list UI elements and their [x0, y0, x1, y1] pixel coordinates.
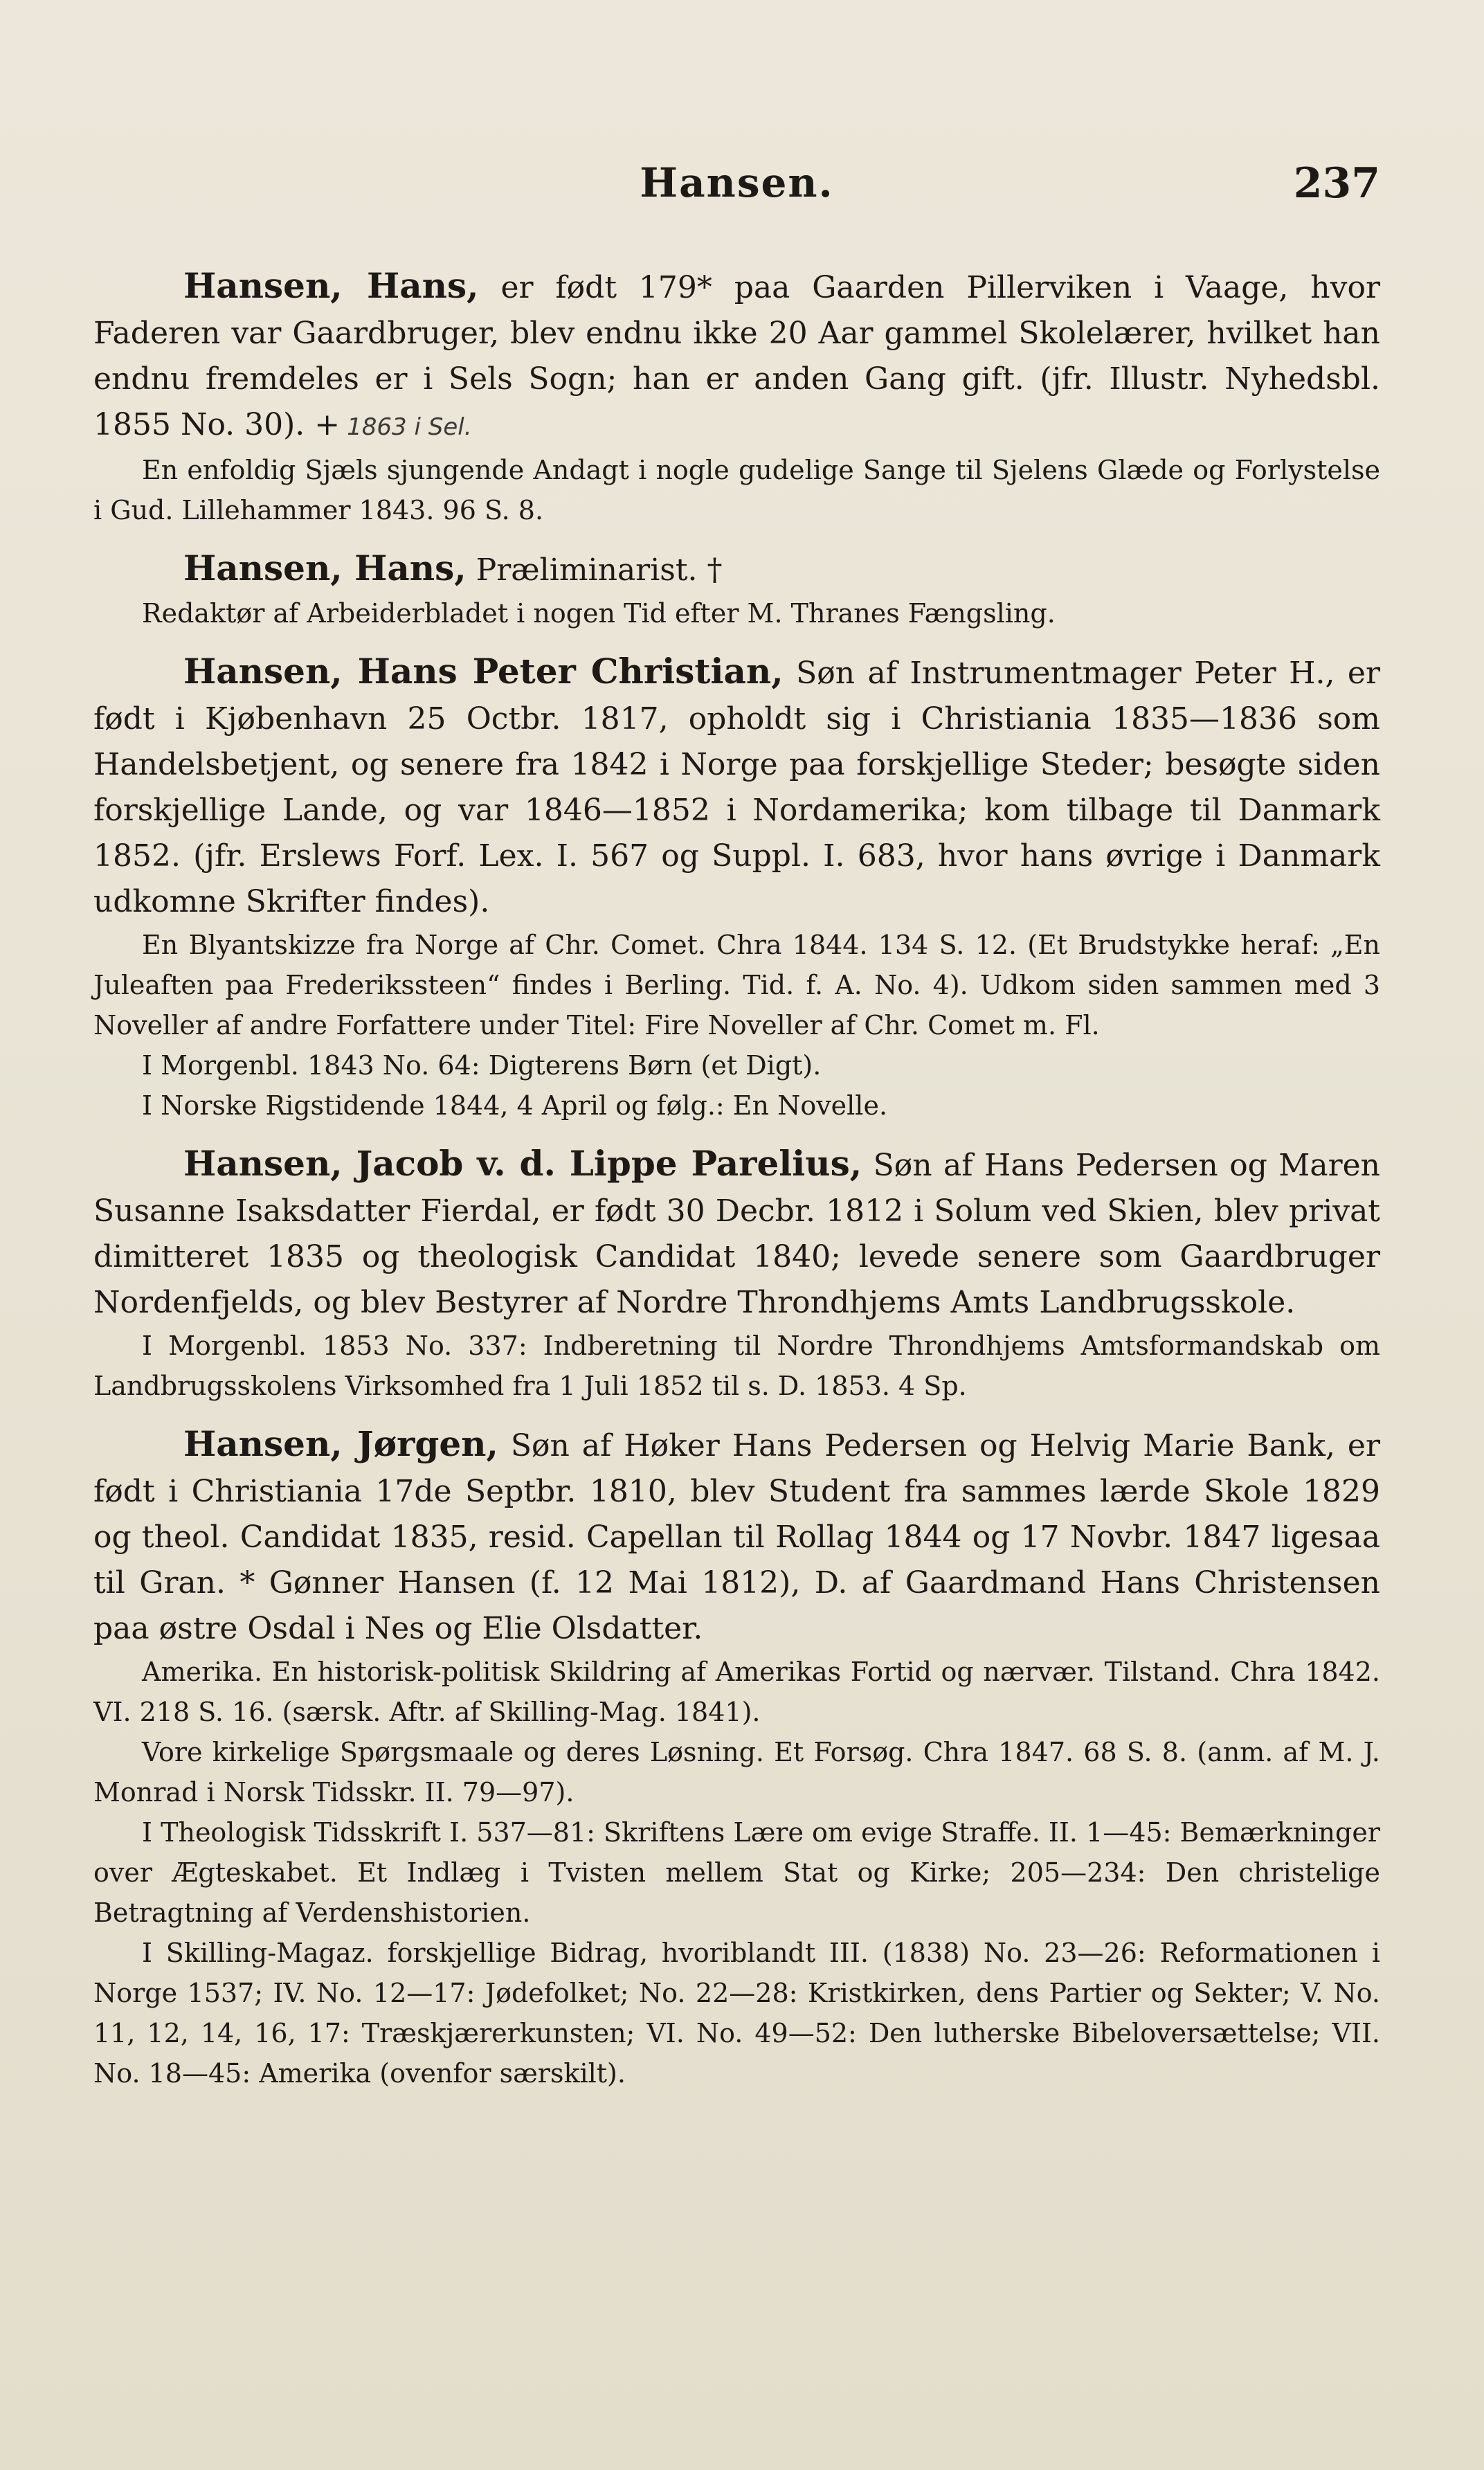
entry-main-text	[93, 649, 1380, 925]
entry-hansen-hans-1	[93, 263, 1380, 530]
running-title: Hansen.	[640, 159, 834, 206]
entry-headword: Hansen, Jørgen,	[183, 1423, 498, 1464]
entry-headword: Hansen, Jacob v. d. Lippe Parelius,	[183, 1143, 862, 1184]
entry-headword: Hansen, Hans,	[183, 548, 467, 588]
entry-hansen-jorgen	[93, 1421, 1380, 2093]
entry-body: Søn af Høker Hans Pedersen og Helvig Marie Bank, er født i Christiania 17de Septbr. 1810, blev Student fra sammes lærde Skole 1829 og theol. Candidat 1835, resid. Capellan til Rollag 1844 og 17 Novbr. 1847 ligesaa til Gran. * Gønner Hansen (f. 12 Mai 1812), D. af Gaardmand Hans Christensen paa østre Osdal i Nes og Elie Olsdatter.	[93, 1428, 1380, 1646]
work-item: I Morgenbl. 1853 No. 337: Indberetning til Nordre Throndhjems Amtsformandskab om Landbrugsskolens Virksomhed fra 1 Juli 1852 til s. D. 1853. 4 Sp.	[93, 1331, 1380, 1401]
work-item: I Skilling-Magaz. forskjellige Bidrag, hvoriblandt III. (1838) No. 23—26: Reformationen i Norge 1537; IV. No. 12—17: Jødefolket; No. 22—28: Kristkirken, dens Partier og Sekter; V. No. 11, 12, 14, 16, 17: Træskjærerkunsten; VI. No. 49—52: Den lutherske Bibeloversættelse; VII. No. 18—45: Amerika (ovenfor særskilt).	[93, 1938, 1380, 2089]
work-item: Redaktør af Arbeiderbladet i nogen Tid efter M. Thranes Fængsling.	[142, 598, 1056, 629]
work-item: Vore kirkelige Spørgsmaale og deres Løsning. Et Forsøg. Chra 1847. 68 S. 8. (anm. af M. J. Monrad i Norsk Tidsskr. II. 79—97).	[93, 1737, 1380, 1808]
entry-body: Præliminarist. †	[476, 552, 723, 588]
work-item: En enfoldig Sjæls sjungende Andagt i nogle gudelige Sange til Sjelens Glæde og Forlystelse i Gud. Lillehammer 1843. 96 S. 8.	[93, 455, 1380, 525]
page-number: 237	[1293, 159, 1380, 208]
entry-hansen-jacob-parelius	[93, 1141, 1380, 1406]
entry-hansen-hans-peter-christian	[93, 649, 1380, 1126]
entry-body: er født 179* paa Gaarden Pillerviken i Vaage, hvor Faderen var Gaardbruger, blev endnu ikke 20 Aar gammel Skolelærer, hvilket han endnu fremdeles er i Sels Sogn; han er anden Gang gift. (jfr. Illustr. Nyhedsbl. 1855 No. 30). +	[93, 270, 1381, 442]
work-item: Amerika. En historisk-politisk Skildring af Amerikas Fortid og nærvær. Tilstand. Chra 1842. VI. 218 S. 16. (særsk. Aftr. af Skilling-Mag. 1841).	[93, 1657, 1380, 1727]
entry-headword: Hansen, Hans,	[183, 265, 479, 306]
entry-main-text	[93, 1141, 1380, 1326]
work-item: En Blyantskizze fra Norge af Chr. Comet. Chra 1844. 134 S. 12. (Et Brudstykke heraf: „En Juleaften paa Frederikssteen“ findes i Berling. Tid. f. A. No. 4). Udkom siden sammen med 3 Noveller af andre Forfattere under Titel: Fire Noveller af Chr. Comet m. Fl.	[93, 930, 1380, 1040]
entry-main-text	[93, 263, 1380, 450]
entry-body: Søn af Instrumentmager Peter H., er født i Kjøbenhavn 25 Octbr. 1817, opholdt sig i Christiania 1835—1836 som Handelsbetjent, og senere fra 1842 i Norge paa forskjellige Steder; besøgte siden forskjellige Lande, og var 1846—1852 i Nordamerika; kom tilbage til Danmark 1852. (jfr. Erslews Forf. Lex. I. 567 og Suppl. I. 683, hvor hans øvrige i Danmark udkomne Skrifter findes).	[93, 656, 1380, 919]
running-head	[93, 159, 1380, 222]
entry-main-text	[93, 546, 1380, 593]
entry-headword: Hansen, Hans Peter Christian,	[183, 651, 784, 692]
entry-main-text	[93, 1421, 1380, 1652]
work-item: I Theologisk Tidsskrift I. 537—81: Skriftens Lære om evige Straffe. II. 1—45: Bemærkninger over Ægteskabet. Et Indlæg i Tvisten mellem Stat og Kirke; 205—234: Den christelige Betragtning af Verdenshistorien.	[93, 1817, 1380, 1928]
handwritten-annotation: 1863 i Sel.	[347, 413, 472, 441]
work-item: I Morgenbl. 1843 No. 64: Digterens Børn (et Digt).	[142, 1050, 822, 1081]
work-item: I Norske Rigstidende 1844, 4 April og følg.: En Novelle.	[142, 1090, 888, 1121]
entry-body: Søn af Hans Pedersen og Maren Susanne Isaksdatter Fierdal, er født 30 Decbr. 1812 i Solum ved Skien, blev privat dimitteret 1835 og theologisk Candidat 1840; levede senere som Gaardbruger Nordenfjelds, og blev Bestyrer af Nordre Throndhjems Amts Landbrugsskole.	[93, 1148, 1380, 1320]
entry-hansen-hans-2	[93, 546, 1380, 633]
